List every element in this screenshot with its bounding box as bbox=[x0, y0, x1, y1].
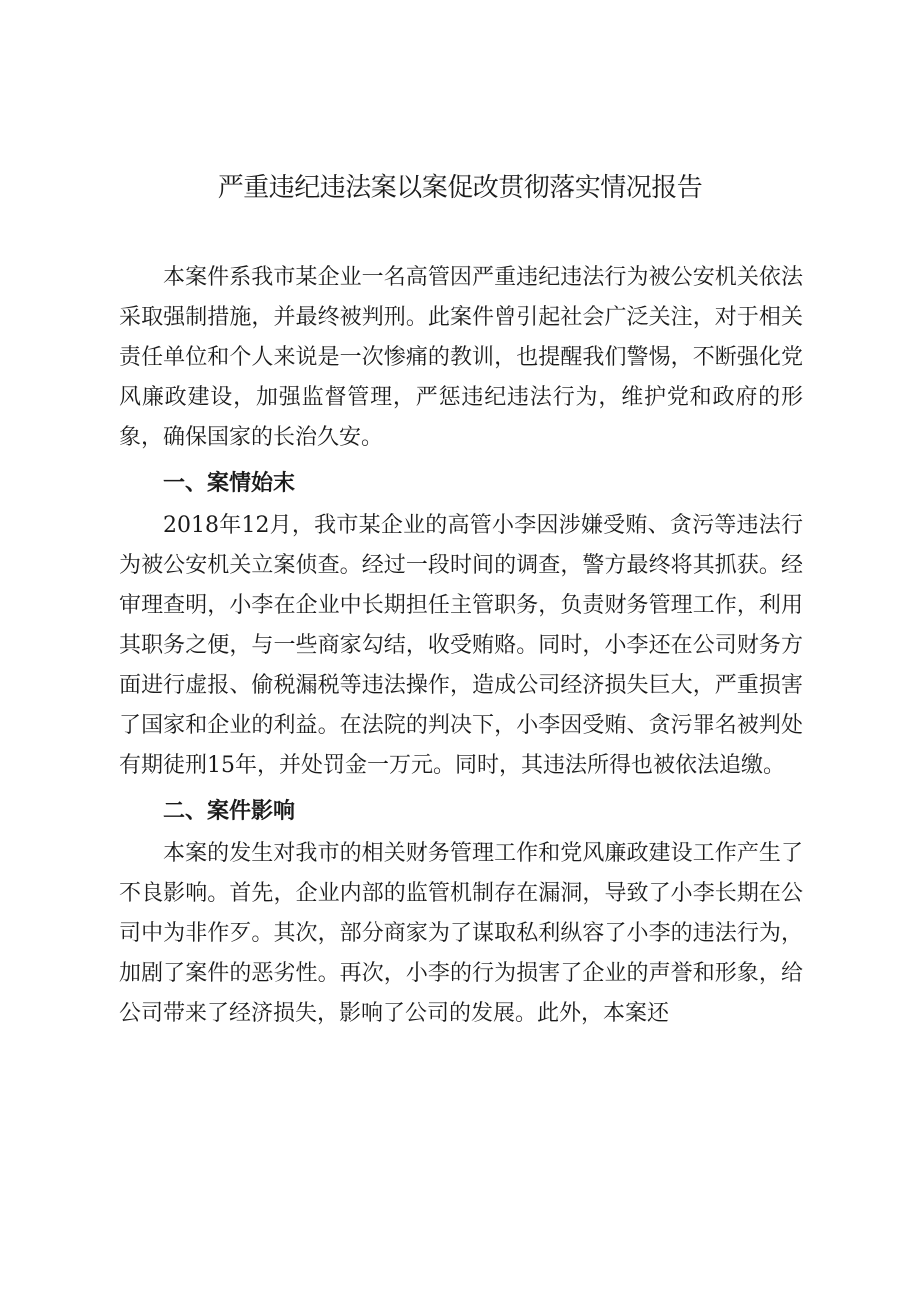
section-paragraph-case-facts: 2018年12月，我市某企业的高管小李因涉嫌受贿、贪污等违法行为被公安机关立案侦查。经过一段时间的调查，警方最终将其抓获。经审理查明，小李在企业中长期担任主管职务，负责财务管理工作，利用其职务之便，与一些商家勾结，收受贿赂。同时，小李还在公司财务方面进行虚报、偷税漏税等违法操作，造成公司经济损失巨大，严重损害了国家和企业的利益。在法院的判决下，小李因受贿、贪污罪名被判处有期徒刑15年，并处罚金一万元。同时，其违法所得也被依法追缴。 bbox=[119, 513, 803, 778]
section-paragraph-case-impact: 本案的发生对我市的相关财务管理工作和党风廉政建设工作产生了不良影响。首先，企业内部的监管机制存在漏洞，导致了小李长期在公司中为非作歹。其次，部分商家为了谋取私利纵容了小李的违法行为，加剧了案件的恶劣性。再次，小李的行为损害了企业的声誉和形象，给公司带来了经济损失，影响了公司的发展。此外，本案还 bbox=[119, 841, 803, 1026]
intro-paragraph: 本案件系我市某企业一名高管因严重违纪违法行为被公安机关依法采取强制措施，并最终被判刑。此案件曾引起社会广泛关注，对于相关责任单位和个人来说是一次惨痛的教训，也提醒我们警惕，不断强化党风廉政建设，加强监督管理，严惩违纪违法行为，维护党和政府的形象，确保国家的长治久安。 bbox=[119, 265, 803, 450]
section-heading-case-facts: 一、案情始末 bbox=[163, 471, 296, 496]
document-title: 严重违纪违法案以案促改贯彻落实情况报告 bbox=[217, 173, 703, 203]
section-heading-case-impact: 二、案件影响 bbox=[163, 799, 296, 824]
document-body bbox=[119, 258, 803, 1034]
